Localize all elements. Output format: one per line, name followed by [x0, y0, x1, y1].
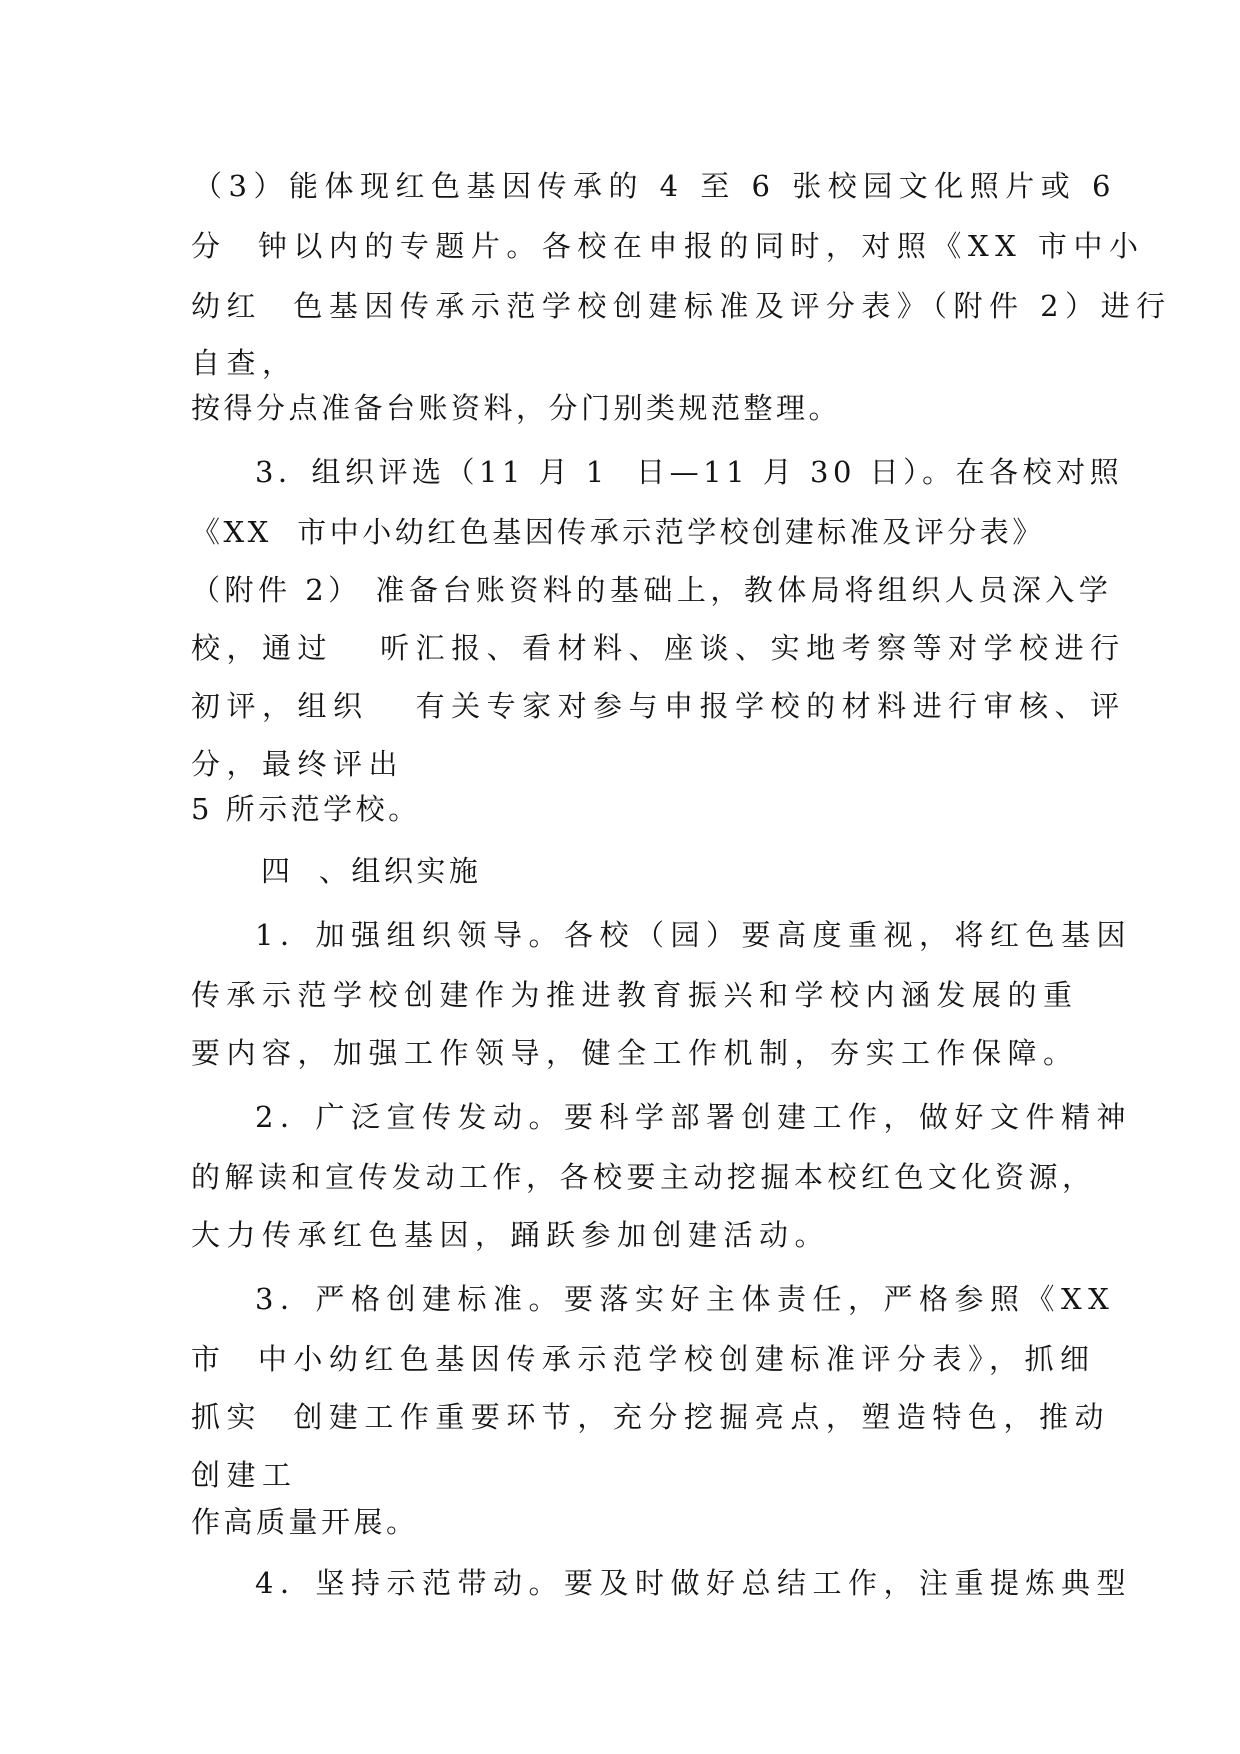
text-line: 幼红 色基因传承示范学校创建标准及评分表》（附件 2）进行 — [191, 289, 1172, 323]
text-line: 自查， — [191, 346, 298, 380]
text-line: （3）能体现红色基因传承的 4 至 6 张校园文化照片或 6 — [193, 169, 1117, 203]
text-line: 大力传承红色基因，踊跃参加创建活动。 — [191, 1218, 831, 1252]
text-line: 2．广泛宣传发动。要科学部署创建工作，做好文件精神 — [255, 1100, 1132, 1134]
text-line: 4．坚持示范带动。要及时做好总结工作，注重提炼典型 — [255, 1566, 1132, 1600]
text-line: 《XX 市中小幼红色基因传承示范学校创建标准及评分表》 — [191, 515, 1045, 549]
text-line: 分 钟以内的专题片。各校在申报的同时，对照《XX 市中小 — [191, 229, 1145, 263]
section-heading: 四 、组织实施 — [261, 854, 482, 888]
text-line: 校，通过 听汇报、看材料、座谈、实地考察等对学校进行 — [191, 631, 1126, 665]
text-line: 的解读和宣传发动工作，各校要主动挖掘本校红色文化资源， — [191, 1160, 1096, 1194]
text-line: 市 中小幼红色基因传承示范学校创建标准评分表》，抓细 — [191, 1342, 1096, 1376]
text-line: 1．加强组织领导。各校（园）要高度重视，将红色基因 — [255, 918, 1132, 952]
text-line: 3．严格创建标准。要落实好主体责任，严格参照《XX — [255, 1282, 1116, 1316]
text-line: 5 所示范学校。 — [191, 792, 421, 826]
text-line: 按得分点准备台账资料，分门别类规范整理。 — [191, 391, 842, 425]
text-line: （附件 2） 准备台账资料的基础上，教体局将组织人员深入学 — [191, 573, 1113, 607]
text-line: 传承示范学校创建作为推进教育振兴和学校内涵发展的重 — [191, 978, 1079, 1012]
text-line: 创建工 — [191, 1458, 298, 1492]
text-line: 分，最终评出 — [191, 747, 405, 781]
text-line: 作高质量开展。 — [191, 1505, 419, 1539]
text-line: 初评，组织 有关专家对参与申报学校的材料进行审核、评 — [191, 689, 1126, 723]
text-line: 要内容，加强工作领导，健全工作机制，夯实工作保障。 — [191, 1036, 1079, 1070]
text-line: 抓实 创建工作重要环节，充分挖掘亮点，塑造特色，推动 — [191, 1400, 1110, 1434]
text-line: 3．组织评选（11 月 1 日—11 月 30 日）。在各校对照 — [255, 455, 1124, 489]
